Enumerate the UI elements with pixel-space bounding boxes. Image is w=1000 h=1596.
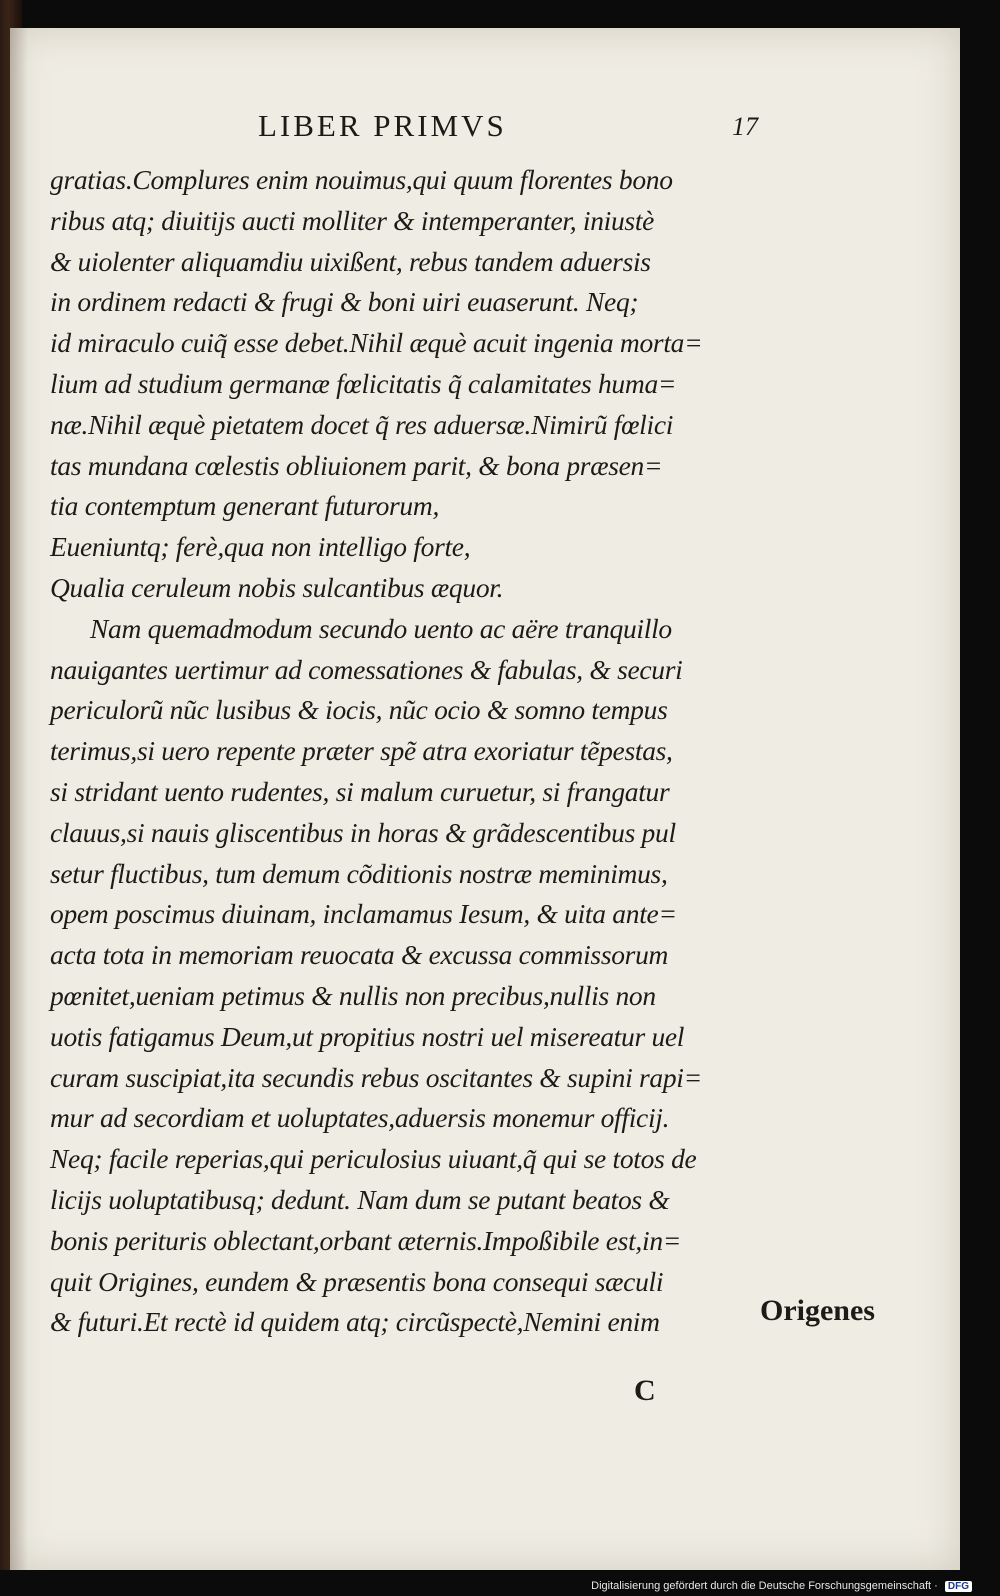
text-line: quit Origines, eundem & præsentis bona consequi sæculi: [50, 1265, 664, 1297]
text-line: uotis fatigamus Deum,ut propitius nostri uel misereatur uel: [50, 1020, 685, 1052]
verse-line: Qualia ceruleum nobis sulcantibus æquor.: [50, 571, 504, 603]
text-line: & futuri.Et rectè id quidem atq; circũspectè,Nemini enim: [50, 1306, 660, 1338]
text-line: & uiolenter aliquamdiu uixißent, rebus tandem aduersis: [50, 245, 651, 277]
book-page: [10, 28, 960, 1570]
text-line: Neq; facile reperias,qui periculosius uiuant,q̃ qui se totos de: [50, 1143, 697, 1175]
paragraph-start-line: Nam quemadmodum secundo uento ac aëre tranquillo: [90, 612, 672, 644]
text-line: tia contemptum generant futurorum,: [50, 490, 440, 522]
text-line: næ.Nihil æquè pietatem docet q̃ res aduersæ.Nimirũ fœlici: [50, 408, 674, 440]
text-line: gratias.Complures enim nouimus,qui quum florentes bono: [50, 164, 673, 195]
text-line: licijs uoluptatibusq; dedunt. Nam dum se putant beatos &: [50, 1183, 670, 1215]
page-header: [10, 108, 960, 148]
text-line: terimus,si uero repente præter spẽ atra exoriatur tẽpestas,: [50, 735, 673, 767]
body-text: [50, 160, 780, 1343]
running-title: LIBER PRIMVS: [258, 108, 507, 143]
text-line: acta tota in memoriam reuocata & excussa commissorum: [50, 939, 669, 971]
text-line: periculorũ nũc lusibus & iocis, nũc ocio & somno tempus: [50, 694, 668, 726]
credit-text: Digitalisierung gefördert durch die Deutsche Forschungsgemeinschaft ·: [591, 1580, 938, 1592]
marginal-note: Origenes: [760, 1294, 875, 1327]
text-line: curam suscipiat,ita secundis rebus oscitantes & supini rapi=: [50, 1061, 702, 1093]
text-line: tas mundana cœlestis obliuionem parit, & bona præsen=: [50, 449, 663, 481]
text-line: setur fluctibus, tum demum cõditionis nostræ meminimus,: [50, 857, 668, 889]
text-line: pœnitet,ueniam petimus & nullis non precibus,nullis non: [50, 979, 656, 1011]
text-line: mur ad secordiam et uoluptates,aduersis monemur officij.: [50, 1102, 670, 1134]
text-line: clauus,si nauis gliscentibus in horas & grãdescentibus pul: [50, 816, 676, 848]
text-line: si stridant uento rudentes, si malum curuetur, si frangatur: [50, 775, 670, 807]
text-line: lium ad studium germanæ fœlicitatis q̃ calamitates huma=: [50, 367, 677, 399]
signature-mark: C: [634, 1374, 656, 1407]
text-line: nauigantes uertimur ad comessationes & fabulas, & securi: [50, 653, 683, 685]
text-line: ribus atq; diuitijs aucti molliter & intemperanter, iniustè: [50, 204, 655, 236]
text-line: id miraculo cuiq̃ esse debet.Nihil æquè acuit ingenia morta=: [50, 327, 703, 359]
text-line: bonis perituris oblectant,orbant æternis.Impoßibile est,in=: [50, 1224, 682, 1256]
text-line: opem poscimus diuinam, inclamamus Iesum, & uita ante=: [50, 898, 677, 930]
verse-line: Eueniuntq; ferè,qua non intelligo forte,: [50, 531, 471, 563]
page-number: 17: [732, 112, 758, 141]
dfg-logo: DFG: [945, 1581, 972, 1592]
digitization-credit: [591, 1580, 972, 1592]
text-line: in ordinem redacti & frugi & boni uiri euaserunt. Neq;: [50, 286, 639, 318]
